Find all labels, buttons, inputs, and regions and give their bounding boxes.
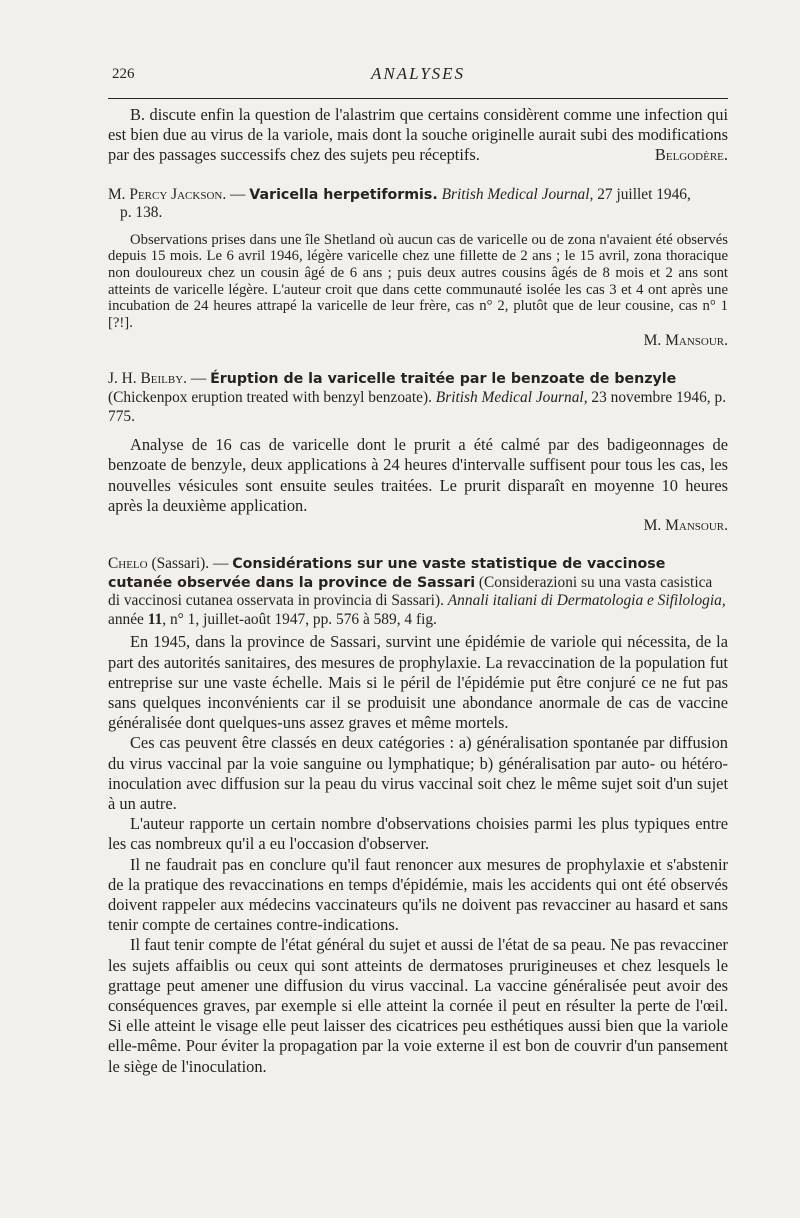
running-title: ANALYSES: [370, 64, 466, 83]
article-2-original-title: (Chickenpox eruption treated with benzyl benzoate).: [108, 388, 436, 406]
prev-signature: Belgodère.: [654, 145, 728, 165]
article-2-title: Éruption de la varicelle traitée par le benzoate de benzyle: [210, 371, 677, 388]
article-3-paragraph: Il faut tenir compte de l'état général du sujet et aussi de l'état de sa peau. Ne pas revacciner les sujets affaiblis ou ceux qui sont atteints de dermatoses prurigineuses et chez lesquels le grattage peut amener une diffusion du virus vaccinal. La vaccine généralisée peut avoir des conséquences graves, par exemple si elle atteint la cornée il peut en résulter la perte de l'œil. Si elle atteint le visage elle peut laisser des cicatrices peu esthétiques aussi bien que la variole elle-même. Pour éviter la propagation par la voie externe il est bon de couvrir d'un pansement le siège de l'inoculation.: [108, 935, 728, 1076]
article-3-original-title: (Considerazioni su una vasta casistica di vaccinosi cutanea osservata in provincia di Sassari).: [108, 573, 713, 610]
article-2-journal: British Medical Journal,: [435, 388, 588, 406]
article-3-volume: 11: [147, 610, 163, 628]
prev-analysis-body: B. discute enfin la question de l'alastrim que certains considèrent comme une infection qui est bien due au virus de la variole, mais dont la souche originelle aurait subi des modifications par des passages successifs chez des sujets peu réceptifs.: [108, 105, 728, 165]
article-3-author: Chelo: [108, 554, 148, 572]
page-header: [108, 62, 728, 86]
article-1-journal: British Medical Journal,: [441, 185, 594, 203]
article-3-paragraph: Ces cas peuvent être classés en deux catégories : a) généralisation spontanée par diffusion du virus vaccinal par la voie sanguine ou lymphatique; b) généralisation par auto- ou hétéro-inoculation avec diffusion sur la peau du virus vaccinal soit chez le même sujet soit d'un sujet à un autre.: [108, 733, 728, 813]
page-number: 226: [112, 66, 135, 82]
page: [108, 62, 728, 1077]
article-3-paragraph: Il ne faudrait pas en conclure qu'il faut renoncer aux mesures de prophylaxie et s'abstenir de la pratique des revaccinations en temps d'épidémie, mais les accidents qui ont été observés doivent rappeler aux médecins vaccinateurs qu'ils ne doivent pas revacciner au hasard et sans tenir compte de certaines contre-indications.: [108, 854, 728, 935]
article-1-signature: M. Mansour.: [643, 332, 728, 350]
article-3-paragraph: En 1945, dans la province de Sassari, survint une épidémie de variole qui nécessita, de la part des autorités sanitaires, des mesures de prophylaxie. La revaccination de la population fut entreprise sur une vaste échelle. Mais si le péril de l'épidémie put être conjuré ce ne fut pas sans quelques inconvénients car il se produisit une abondance anormale de cas de vaccine généralisée dont quelques-uns assez graves et même mortels.: [108, 632, 728, 733]
article-1-title: Varicella herpetiformis.: [249, 186, 438, 203]
article-2-dash: —: [187, 370, 211, 388]
article-3-title: Considérations sur une vaste statistique de vaccinose cutanée observée dans la province de Sassari: [108, 555, 666, 591]
article-2-signature: M. Mansour.: [643, 516, 728, 534]
article-1-dash: —: [226, 185, 250, 203]
article-1-body: Observations prises dans une île Shetland où aucun cas de varicelle ou de zona n'avaient été observés depuis 15 mois. Le 6 avril 1946, légère varicelle chez une fillette de 2 ans ; le 15 avril, zona thoracique non douloureux chez un cousin âgé de 6 ans ; puis deux autres cousins âgés de 8 mois et 2 ans sont atteints de varicelle légère. L'auteur croit que dans cette communauté isolée les cas 3 et 4 ont après une incubation de 24 heures attrapé la varicelle de leur frère, cas n° 2, plutôt que de leur cousine, cas n° 1 [?!].: [108, 231, 728, 331]
prev-analysis-text: [108, 105, 728, 166]
article-3-place: (Sassari). —: [147, 554, 233, 572]
article-3-journal: Annali italiani di Dermatologia e Sifilologia,: [447, 592, 726, 610]
article-1-author: M. Percy Jackson.: [108, 185, 227, 203]
article-3-year-label: année: [108, 610, 148, 628]
article-2-body: Analyse de 16 cas de varicelle dont le prurit a été calmé par des badigeonnages de benzoate de benzyle, deux applications à 24 heures d'intervalle suffisent pour tous les cas, les nouvelles vésicules sont ensuite seules traitées. Le prurit disparaît en moyenne 10 heures après la deuxième application.: [108, 435, 728, 515]
article-3-issue: , n° 1, juillet-août 1947, pp. 576 à 589, 4 fig.: [162, 610, 437, 628]
article-2-date: 23 novembre 1946, p. 775.: [108, 388, 727, 425]
header-rule: [108, 98, 728, 99]
article-1-pages: p. 138.: [120, 204, 163, 222]
article-3-paragraph: L'auteur rapporte un certain nombre d'observations choisies parmi les plus typiques entre les cas nombreux qu'il a eu l'occasion d'observer.: [108, 814, 728, 854]
article-1-date: 27 juillet 1946,: [593, 185, 691, 203]
article-3-reference: [108, 555, 728, 629]
article-2-reference: [108, 370, 728, 426]
article-1-reference: [108, 186, 728, 223]
article-2-author: J. H. Beilby.: [108, 370, 187, 388]
